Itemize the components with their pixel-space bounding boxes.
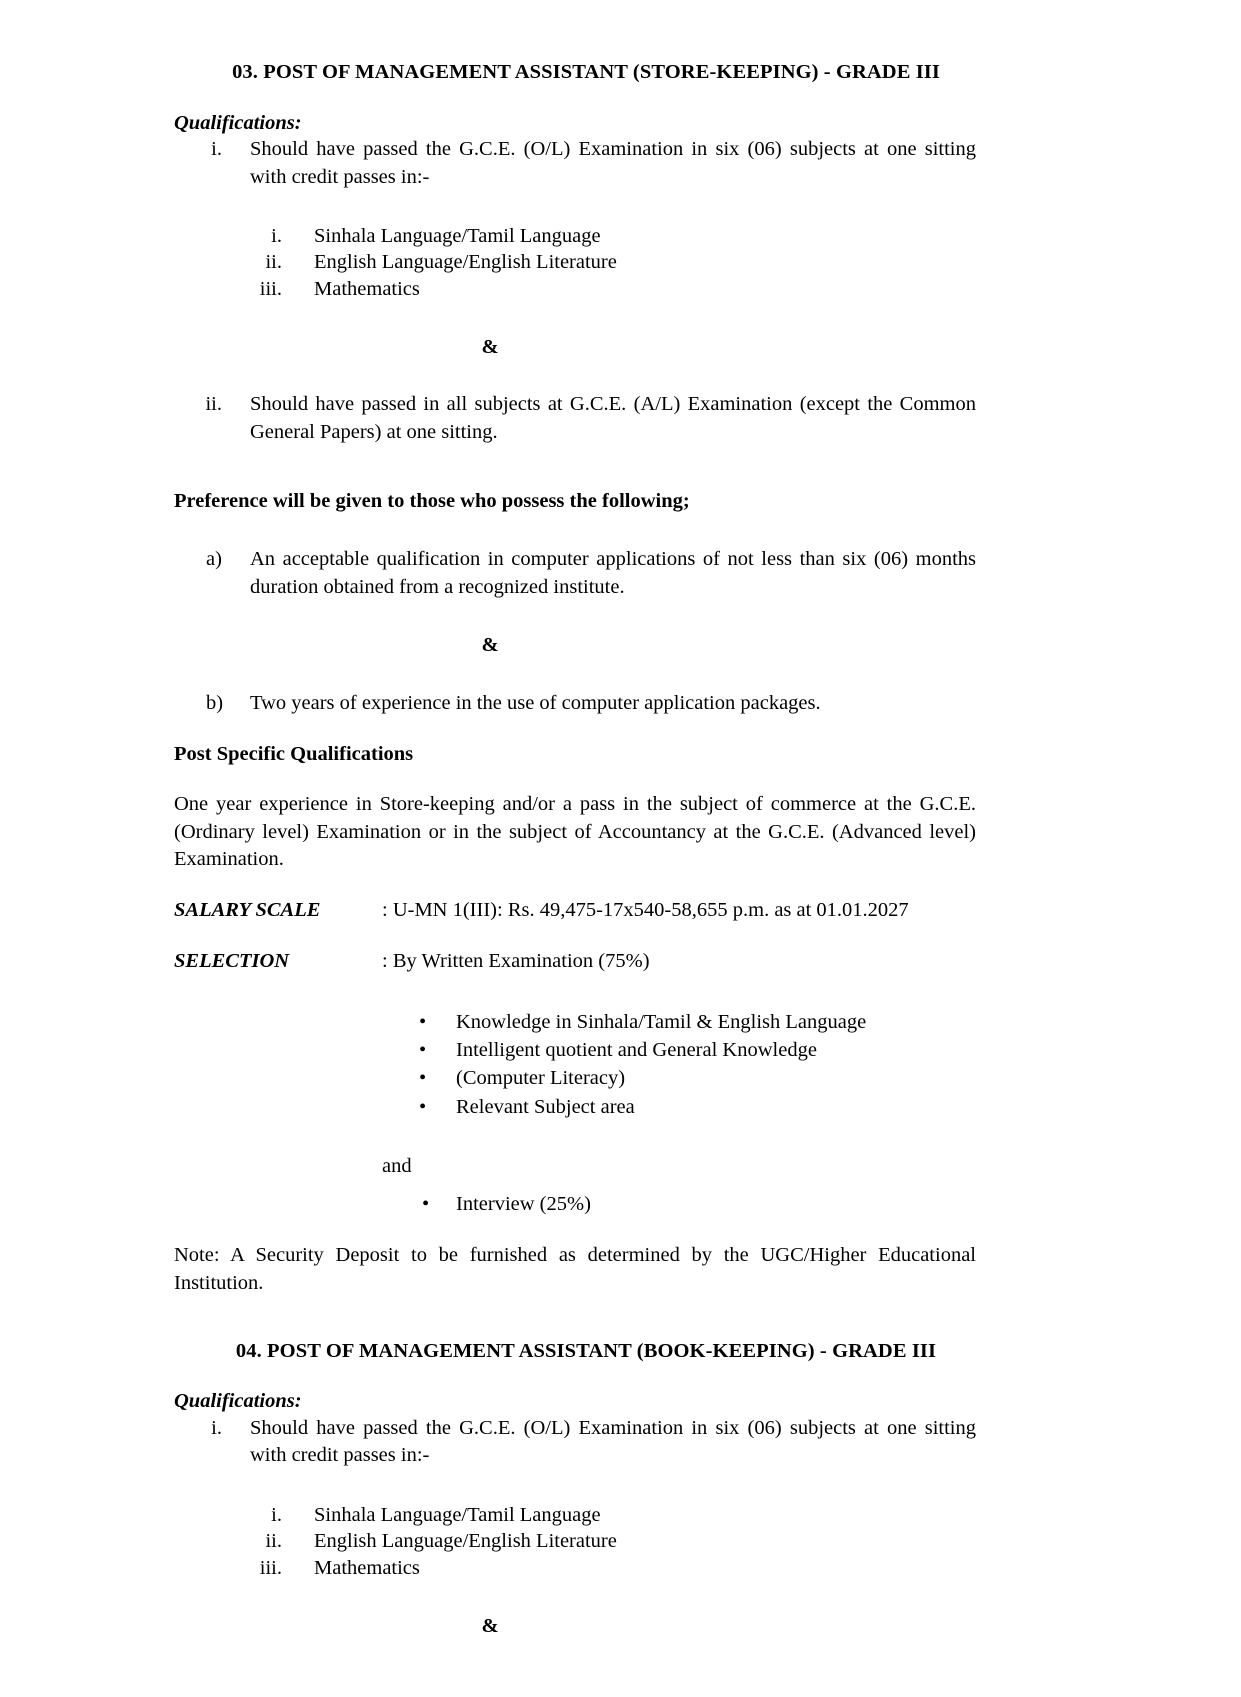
selection-criteria-list [174,1008,976,1121]
list-marker: i. [211,1417,222,1440]
post-03-qualifications-label: Qualifications: [174,111,302,134]
list-text: Relevant Subject area [456,1095,635,1118]
bullet-icon: • [419,1067,427,1090]
list-item [174,1555,976,1582]
spacer [174,446,976,488]
list-item [174,1415,976,1470]
list-item [174,223,976,250]
security-deposit-note: Note: A Security Deposit to be furnished as determined by the UGC/Higher Educational Institution. [174,1244,976,1294]
post-04-heading: 04. POST OF MANAGEMENT ASSISTANT (BOOK-KEEPING) - GRADE III [235,1339,937,1362]
spacer [174,1121,976,1153]
bullet-icon: • [419,1038,427,1061]
list-text: Mathematics [314,1556,420,1579]
list-marker: iii. [259,1556,282,1579]
list-marker: a) [206,548,222,571]
list-item [174,391,976,446]
spacer [174,1582,976,1614]
post-specific-qualifications-text: One year experience in Store-keeping and/or a pass in the subject of commerce at the G.C.E. (Ordinary level) Examination or in the subject of Accountancy at the G.C.E. (Advanced level) Examination. [174,793,976,870]
spacer [174,191,976,223]
spacer [174,359,976,391]
post-04-subject-list [174,1502,976,1582]
ampersand-separator-3: & [481,1614,499,1637]
spacer [174,717,976,741]
list-text: Two years of experience in the use of computer application packages. [250,691,821,714]
page-content [174,60,976,1638]
spacer [174,924,976,948]
spacer [174,1364,976,1388]
spacer [174,514,976,546]
salary-scale-label: SALARY SCALE [174,899,321,922]
list-text: English Language/English Literature [314,251,617,274]
post-04-qualifications-list [174,1415,976,1470]
list-marker: ii. [265,1530,282,1553]
list-text: Should have passed the G.C.E. (O/L) Examination in six (06) subjects at one sitting with credit passes in:- [250,138,976,188]
list-marker: i. [271,1503,282,1526]
ampersand-separator-2: & [481,633,499,656]
spacer [174,86,976,110]
list-item [174,1008,976,1036]
spacer [174,1297,976,1339]
list-item [174,1093,976,1121]
preference-list-b [174,690,976,717]
list-item [174,690,976,717]
salary-scale-row [174,897,976,924]
post-specific-qualifications-heading: Post Specific Qualifications [174,742,414,765]
list-text: Interview (25%) [456,1193,591,1216]
list-item [174,136,976,191]
list-text: Should have passed the G.C.E. (O/L) Examination in six (06) subjects at one sitting with credit passes in:- [250,1417,976,1467]
bullet-icon: • [419,1095,427,1118]
ampersand-separator-1: & [481,335,499,358]
list-item [174,546,976,601]
list-item [174,1528,976,1555]
spacer [174,976,976,1008]
list-marker: ii. [265,251,282,274]
list-item [174,1502,976,1529]
spacer [174,873,976,897]
interview-list [174,1190,976,1218]
selection-label: SELECTION [174,950,290,973]
list-text: (Computer Literacy) [456,1067,626,1090]
spacer [174,1180,976,1190]
list-item [174,1064,976,1092]
spacer [174,658,976,690]
post-03-subject-list [174,223,976,303]
list-text: Sinhala Language/Tamil Language [314,224,601,247]
list-text: Knowledge in Sinhala/Tamil & English Language [456,1010,867,1033]
preference-list-a [174,546,976,601]
selection-value: : By Written Examination (75%) [382,950,650,973]
and-connector: and [382,1154,412,1177]
list-marker: ii. [205,393,222,416]
bullet-icon: • [419,1010,427,1033]
spacer [174,303,976,335]
list-item [174,1036,976,1064]
list-marker: i. [211,138,222,161]
list-text: Intelligent quotient and General Knowledge [456,1038,817,1061]
preference-heading: Preference will be given to those who possess the following; [174,489,690,512]
post-04-qualifications-label: Qualifications: [174,1390,302,1413]
spacer [174,767,976,791]
spacer [174,1218,976,1242]
bullet-icon: • [422,1193,430,1216]
spacer [174,1470,976,1502]
list-marker: iii. [259,278,282,301]
post-03-qualifications-list [174,136,976,191]
spacer [174,601,976,633]
post-03-qualifications-list-2 [174,391,976,446]
post-03-heading: 03. POST OF MANAGEMENT ASSISTANT (STORE-KEEPING) - GRADE III [232,61,940,83]
list-text: Should have passed in all subjects at G.C.E. (A/L) Examination (except the Common General Papers) at one sitting. [250,393,976,443]
list-item [174,249,976,276]
list-marker: i. [271,224,282,247]
list-text: Sinhala Language/Tamil Language [314,1503,601,1526]
list-item [174,1190,976,1218]
list-text: An acceptable qualification in computer applications of not less than six (06) months duration obtained from a recognized institute. [250,548,976,598]
list-text: Mathematics [314,278,420,301]
list-text: English Language/English Literature [314,1530,617,1553]
list-marker: b) [206,691,224,714]
salary-scale-value: : U-MN 1(III): Rs. 49,475-17x540-58,655 p.m. as at 01.01.2027 [382,899,909,922]
selection-row [174,948,976,975]
list-item [174,276,976,303]
